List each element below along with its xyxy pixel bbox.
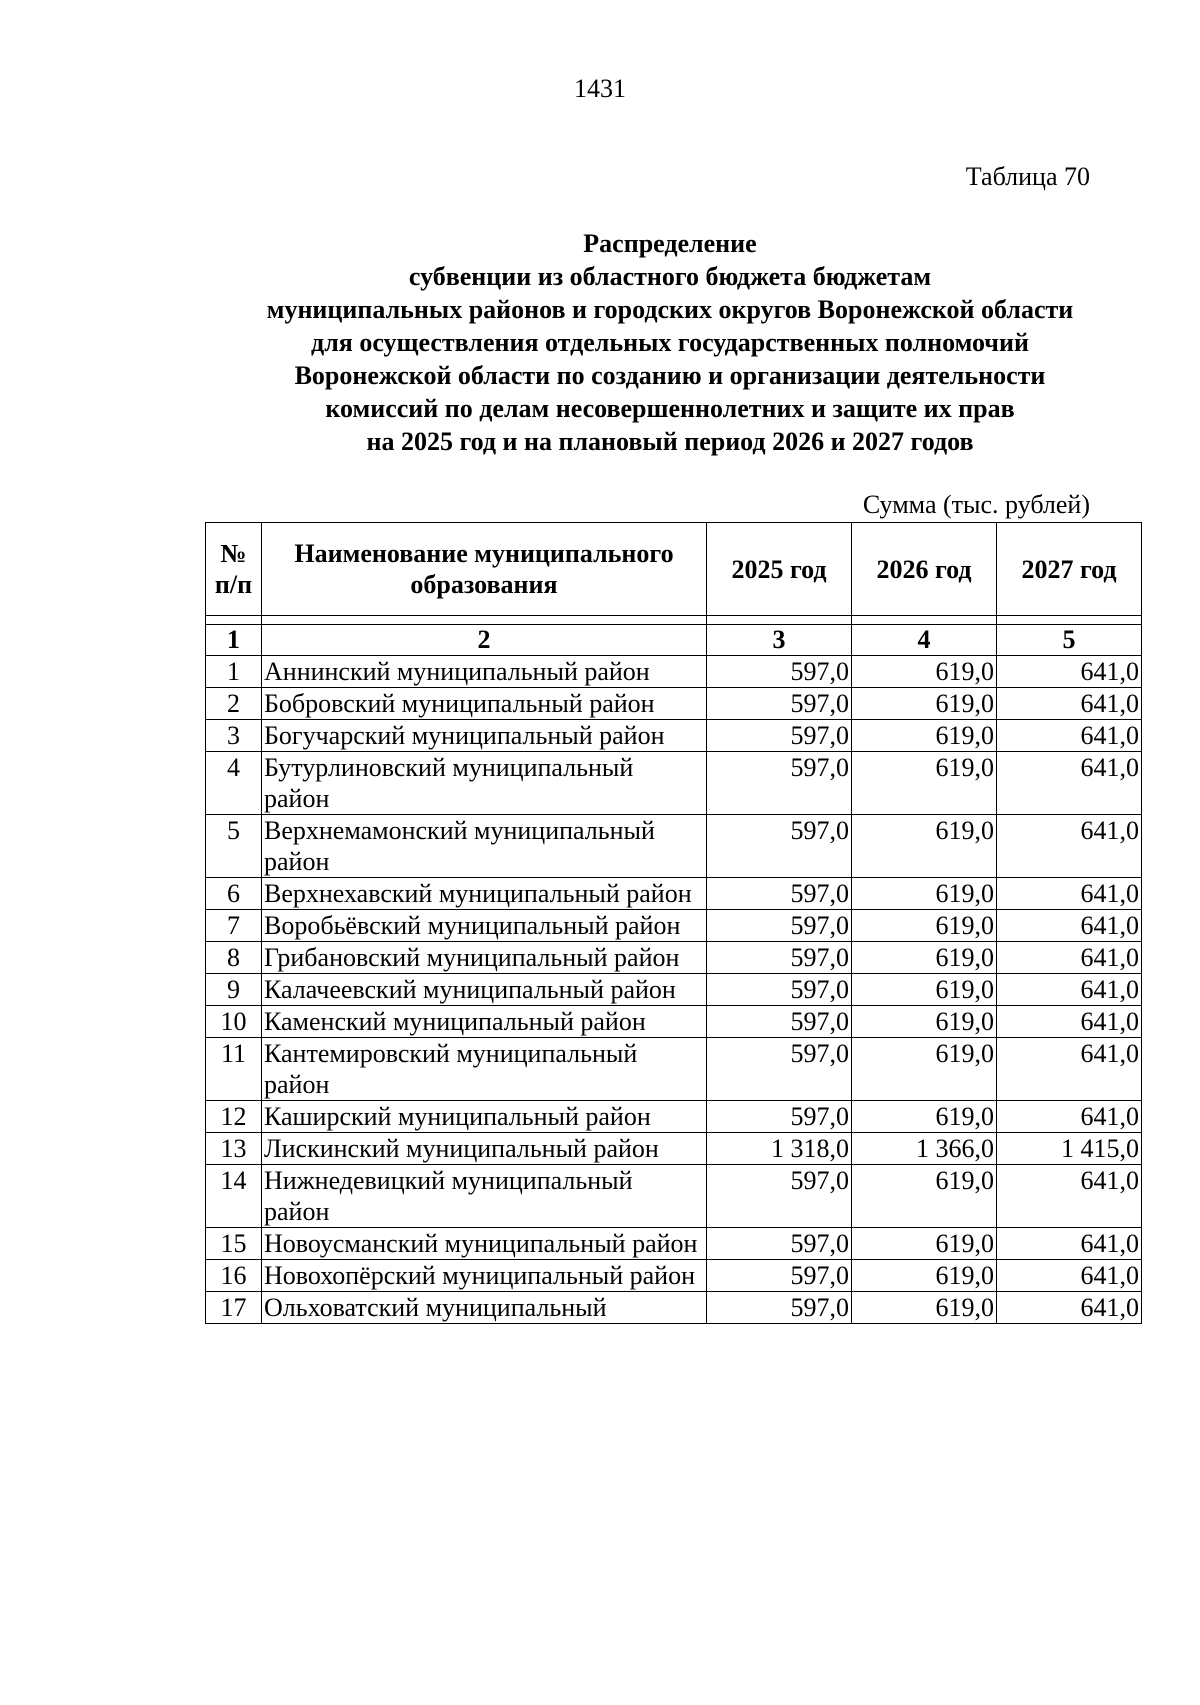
row-number-cell: 16 [206,1260,262,1292]
table-row [206,1228,1142,1260]
amount-2027-cell: 641,0 [997,688,1142,720]
amount-2026-cell: 619,0 [852,688,997,720]
municipality-name-cell: Нижнедевицкий муниципальный район [262,1165,707,1228]
amount-2027-cell: 641,0 [997,1006,1142,1038]
amount-2025-cell: 597,0 [707,974,852,1006]
amount-2026-cell: 619,0 [852,720,997,752]
amount-2026-cell: 619,0 [852,974,997,1006]
column-numbers-row [206,625,1142,656]
title-line: субвенции из областного бюджета бюджетам [408,262,932,291]
amount-2026-cell: 619,0 [852,815,997,878]
amount-2026-cell: 619,0 [852,1228,997,1260]
amount-2026-cell: 619,0 [852,1165,997,1228]
municipality-name-cell: Верхнехавский муниципальный район [262,878,707,910]
row-number-cell: 6 [206,878,262,910]
row-number-cell: 15 [206,1228,262,1260]
municipality-name-cell: Бобровский муниципальный район [262,688,707,720]
amount-2026-cell: 619,0 [852,1038,997,1101]
amount-2025-cell: 597,0 [707,1228,852,1260]
table-row [206,720,1142,752]
table-row [206,910,1142,942]
row-number-cell: 12 [206,1101,262,1133]
row-number-cell: 9 [206,974,262,1006]
municipality-name-cell: Лискинский муниципальный район [262,1133,707,1165]
table-row [206,656,1142,688]
amount-2026-cell: 619,0 [852,1292,997,1324]
header-2027: 2027 год [997,523,1142,616]
row-number-cell: 5 [206,815,262,878]
document-title [200,227,1140,458]
row-number-cell: 8 [206,942,262,974]
units-label: Сумма (тыс. рублей) [862,490,1090,519]
row-number-cell: 14 [206,1165,262,1228]
table-row [206,1133,1142,1165]
column-number: 2 [262,625,707,656]
table-row [206,878,1142,910]
amount-2026-cell: 619,0 [852,942,997,974]
title-line: для осуществления отдельных государственных полномочий [311,328,1029,357]
table-row [206,688,1142,720]
municipality-name-cell: Богучарский муниципальный район [262,720,707,752]
amount-2027-cell: 641,0 [997,910,1142,942]
amount-2025-cell: 597,0 [707,720,852,752]
table-gap [206,616,1142,625]
amount-2026-cell: 1 366,0 [852,1133,997,1165]
amount-2025-cell: 597,0 [707,878,852,910]
amount-2025-cell: 597,0 [707,1292,852,1324]
amount-2026-cell: 619,0 [852,1101,997,1133]
amount-2027-cell: 641,0 [997,942,1142,974]
row-number-cell: 17 [206,1292,262,1324]
header-name: Наименование муниципального образования [262,523,707,616]
amount-2025-cell: 597,0 [707,910,852,942]
amount-2026-cell: 619,0 [852,910,997,942]
row-number-cell: 2 [206,688,262,720]
amount-2027-cell: 641,0 [997,720,1142,752]
row-number-cell: 4 [206,752,262,815]
table-body [206,616,1142,1324]
municipality-name-cell: Новоусманский муниципальный район [262,1228,707,1260]
row-number-cell: 11 [206,1038,262,1101]
table-header-row [206,523,1142,616]
amount-2027-cell: 641,0 [997,656,1142,688]
row-number-cell: 10 [206,1006,262,1038]
column-number: 5 [997,625,1142,656]
table-row [206,942,1142,974]
amount-2026-cell: 619,0 [852,1006,997,1038]
table-row [206,974,1142,1006]
amount-2025-cell: 597,0 [707,815,852,878]
row-number-cell: 1 [206,656,262,688]
table-row [206,815,1142,878]
column-number: 3 [707,625,852,656]
municipality-name-cell: Верхнемамонский муниципальный район [262,815,707,878]
table-label: Таблица 70 [965,162,1090,191]
amount-2026-cell: 619,0 [852,656,997,688]
amount-2027-cell: 641,0 [997,1228,1142,1260]
title-line: комиссий по делам несовершеннолетних и защите их прав [325,394,1015,423]
header-2026: 2026 год [852,523,997,616]
amount-2027-cell: 641,0 [997,752,1142,815]
amount-2027-cell: 641,0 [997,1260,1142,1292]
amount-2025-cell: 597,0 [707,1006,852,1038]
municipality-name-cell: Каширский муниципальный район [262,1101,707,1133]
row-number-cell: 3 [206,720,262,752]
amount-2025-cell: 597,0 [707,656,852,688]
table-row [206,1165,1142,1228]
amount-2025-cell: 597,0 [707,1165,852,1228]
amount-2026-cell: 619,0 [852,878,997,910]
amount-2025-cell: 597,0 [707,1038,852,1101]
column-number: 1 [206,625,262,656]
municipality-name-cell: Кантемировский муниципальный район [262,1038,707,1101]
municipality-name-cell: Калачеевский муниципальный район [262,974,707,1006]
municipality-name-cell: Воробьёвский муниципальный район [262,910,707,942]
municipality-name-cell: Бутурлиновский муниципальный район [262,752,707,815]
title-line: на 2025 год и на плановый период 2026 и 2027 годов [366,427,974,456]
table-row [206,752,1142,815]
amount-2027-cell: 641,0 [997,878,1142,910]
column-number: 4 [852,625,997,656]
municipality-name-cell: Грибановский муниципальный район [262,942,707,974]
header-num: № п/п [206,523,262,616]
municipality-name-cell: Каменский муниципальный район [262,1006,707,1038]
table-row [206,1292,1142,1324]
amount-2027-cell: 641,0 [997,1292,1142,1324]
municipality-name-cell: Аннинский муниципальный район [262,656,707,688]
amount-2025-cell: 597,0 [707,688,852,720]
page-number: 1431 [574,74,626,103]
amount-2025-cell: 1 318,0 [707,1133,852,1165]
header-2025: 2025 год [707,523,852,616]
municipality-name-cell: Новохопёрский муниципальный район [262,1260,707,1292]
table-row [206,1101,1142,1133]
amount-2025-cell: 597,0 [707,1101,852,1133]
table-row [206,1260,1142,1292]
amount-2025-cell: 597,0 [707,1260,852,1292]
title-line: Воронежской области по созданию и организации деятельности [294,361,1046,390]
subsidy-table [205,522,1142,1324]
title-line: муниципальных районов и городских округов Воронежской области [266,295,1074,324]
amount-2027-cell: 641,0 [997,1038,1142,1101]
row-number-cell: 13 [206,1133,262,1165]
table-row [206,1038,1142,1101]
amount-2026-cell: 619,0 [852,752,997,815]
amount-2027-cell: 1 415,0 [997,1133,1142,1165]
table-row [206,1006,1142,1038]
amount-2025-cell: 597,0 [707,942,852,974]
amount-2027-cell: 641,0 [997,815,1142,878]
amount-2025-cell: 597,0 [707,752,852,815]
title-line: Распределение [583,229,757,258]
amount-2027-cell: 641,0 [997,974,1142,1006]
amount-2026-cell: 619,0 [852,1260,997,1292]
municipality-name-cell: Ольховатский муниципальный [262,1292,707,1324]
row-number-cell: 7 [206,910,262,942]
amount-2027-cell: 641,0 [997,1165,1142,1228]
amount-2027-cell: 641,0 [997,1101,1142,1133]
